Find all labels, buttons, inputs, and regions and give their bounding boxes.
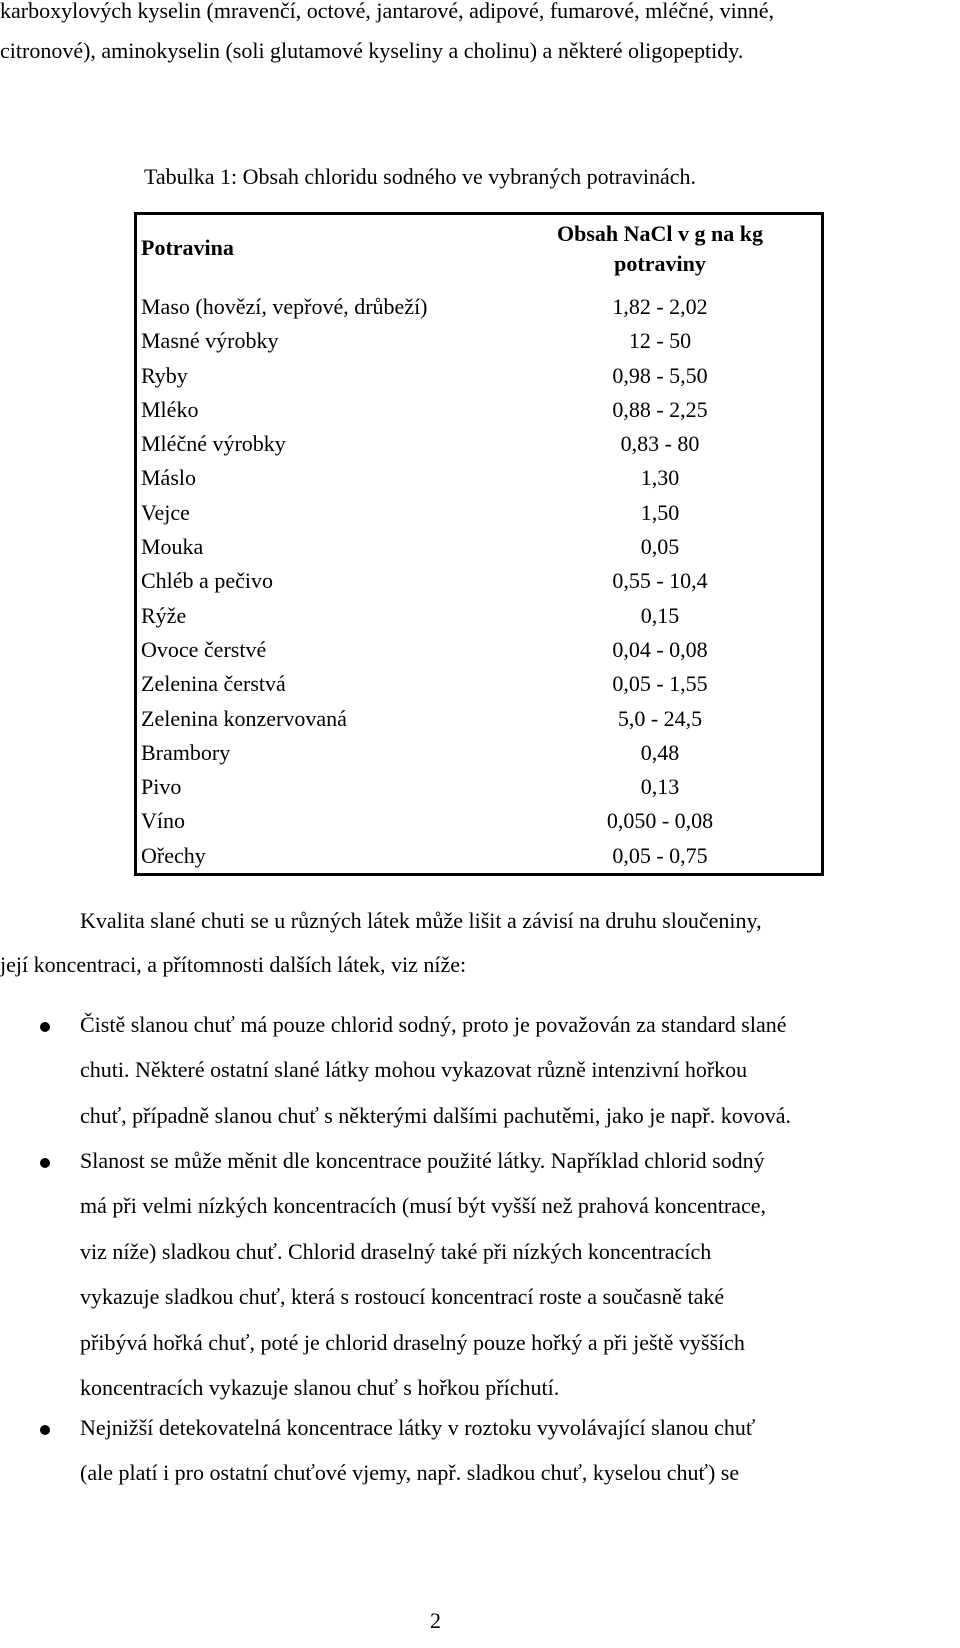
food-cell: Chléb a pečivo (141, 568, 273, 594)
header-amount-line-1: Obsah NaCl v g na kg (556, 221, 763, 246)
value-cell: 0,55 - 10,4 (612, 568, 708, 594)
food-cell: Víno (141, 808, 185, 834)
header-amount-line-2: potraviny (614, 251, 706, 276)
value-cell: 12 - 50 (628, 328, 692, 354)
table-row (137, 324, 821, 358)
page-number: 2 (430, 1608, 441, 1633)
bullet-line: viz níže) sladkou chuť. Chlorid draselný také při nízkých koncentracích (80, 1238, 712, 1264)
food-cell: Mléko (141, 396, 199, 422)
bullet-line: chuti. Některé ostatní slané látky mohou vykazovat různě intenzivní hořkou (80, 1057, 748, 1083)
header-food: Potravina (141, 235, 234, 260)
table-row (137, 290, 821, 324)
paragraph-line-1: Kvalita slané chuti se u různých látek může lišit a závisí na druhu sloučeniny, (80, 908, 762, 933)
value-cell: 0,04 - 0,08 (612, 636, 708, 662)
value-cell: 0,05 - 0,75 (612, 842, 708, 868)
table-row (137, 393, 821, 427)
food-cell: Mléčné výrobky (141, 431, 286, 457)
value-cell: 0,13 (640, 774, 680, 800)
bullet-line: chuť, případně slanou chuť s některými dalšími pachutěmi, jako je např. kovová. (80, 1102, 792, 1128)
food-cell: Vejce (141, 499, 190, 525)
table-row (137, 839, 821, 873)
intro-line-2: citronové), aminokyselin (soli glutamové kyseliny a cholinu) a některé oligopeptidy. (0, 38, 744, 63)
value-cell: 1,82 - 2,02 (612, 294, 708, 319)
paragraph-line-2: její koncentraci, a přítomnosti dalších látek, viz níže: (0, 952, 467, 977)
bullet-line: koncentracích vykazuje slanou chuť s hořkou příchutí. (80, 1375, 560, 1400)
bullet-icon (40, 1022, 50, 1032)
food-cell: Rýže (141, 602, 187, 628)
food-cell: Brambory (141, 739, 231, 765)
bullet-line: vykazuje sladkou chuť, která s rostoucí koncentrací roste a současně také (80, 1284, 725, 1310)
table-row (137, 736, 821, 770)
bullet-line: Čistě slanou chuť má pouze chlorid sodný, proto je považován za standard slané (80, 1012, 787, 1037)
value-cell: 0,15 (640, 602, 680, 628)
table-row (137, 359, 821, 393)
bullet-line: (ale platí i pro ostatní chuťové vjemy, např. sladkou chuť, kyselou chuť) se (80, 1460, 740, 1486)
table-row (137, 667, 821, 701)
table-row (137, 461, 821, 495)
table-caption: Tabulka 1: Obsah chloridu sodného ve vybraných potravinách. (144, 164, 696, 189)
bullet-icon (40, 1158, 50, 1168)
salt-content-table (134, 212, 824, 876)
table-row (137, 633, 821, 667)
bullet-line: Slanost se může měnit dle koncentrace použité látky. Například chlorid sodný (80, 1148, 765, 1173)
food-cell: Ořechy (141, 842, 206, 868)
food-cell: Ryby (141, 362, 188, 388)
food-cell: Pivo (141, 774, 182, 800)
value-cell: 0,05 (640, 534, 680, 560)
food-cell: Mouka (141, 534, 204, 560)
value-cell: 0,05 - 1,55 (612, 671, 708, 697)
table-row (137, 427, 821, 461)
food-cell: Máslo (141, 465, 196, 491)
header-amount (495, 219, 825, 279)
value-cell: 1,50 (640, 499, 680, 525)
bullet-line: Nejnižší detekovatelná koncentrace látky v roztoku vyvolávající slanou chuť (80, 1415, 756, 1440)
food-cell: Masné výrobky (141, 328, 279, 354)
value-cell: 0,98 - 5,50 (612, 362, 708, 388)
value-cell: 0,050 - 0,08 (606, 808, 714, 834)
value-cell: 0,88 - 2,25 (612, 396, 708, 422)
table-header-row (137, 215, 821, 290)
table-row (137, 804, 821, 838)
value-cell: 0,48 (640, 739, 680, 765)
table-row (137, 770, 821, 804)
table-row (137, 496, 821, 530)
food-cell: Maso (hovězí, vepřové, drůbeží) (141, 294, 428, 319)
table-row (137, 564, 821, 598)
bullet-line: má při velmi nízkých koncentracích (musí být vyšší než prahová koncentrace, (80, 1193, 767, 1219)
value-cell: 5,0 - 24,5 (617, 705, 703, 731)
food-cell: Zelenina čerstvá (141, 671, 286, 697)
table-row (137, 530, 821, 564)
bullet-icon (40, 1425, 50, 1435)
table-body (137, 290, 821, 873)
table-row (137, 599, 821, 633)
intro-line-1: karboxylových kyselin (mravenčí, octové, jantarové, adipové, fumarové, mléčné, vinné, (0, 0, 775, 23)
bullet-line: přibývá hořká chuť, poté je chlorid draselný pouze hořký a při ještě vyšších (80, 1329, 745, 1355)
table-row (137, 702, 821, 736)
value-cell: 0,83 - 80 (620, 431, 700, 457)
food-cell: Ovoce čerstvé (141, 636, 267, 662)
value-cell: 1,30 (640, 465, 680, 491)
food-cell: Zelenina konzervovaná (141, 705, 347, 731)
